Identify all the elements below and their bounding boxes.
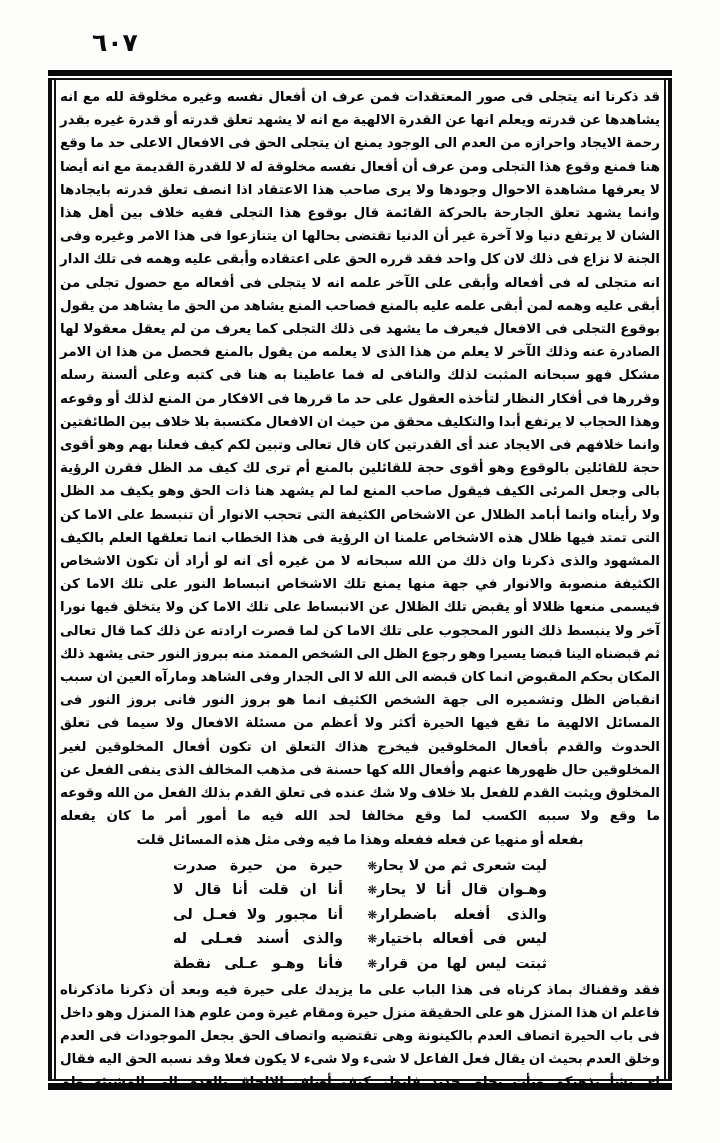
- verse-hemistich-first: فأنا وهـو عـلى نقطة: [173, 956, 343, 973]
- verse-hemistich-first: والذى أسند فعـلى له: [173, 931, 343, 948]
- verse-hemistich-second: وهـوان قال أنا لا يحار: [377, 882, 547, 899]
- verse-hemistich-first: حيرة من حيرة صدرت: [173, 857, 343, 874]
- verse-line: [60, 927, 660, 952]
- verse-hemistich-second: والذى أفعله باضطرار: [377, 906, 547, 923]
- verse-hemistich-first: أنا مجبور ولا فعـل لى: [173, 906, 343, 923]
- verse-hemistich-second: ثبتت ليس لها من قرار: [377, 956, 547, 973]
- verse-separator-star-icon: ❋: [367, 932, 377, 947]
- frame-rule-left-inner: [54, 80, 56, 1079]
- verse-line: [60, 878, 660, 903]
- text-column: [60, 86, 660, 1091]
- verse-hemistich-second: ليت شعرى ثم من لا يحار: [374, 857, 547, 874]
- verse-hemistich-first: أنا ان قلت أنا قال لا: [173, 882, 343, 899]
- frame-rule-top-thin: [52, 78, 668, 80]
- body-paragraph-after-verses: فقد وقفناك بماذ كرناه فى هذا الباب على ما يزيدك على حيرة فيه وبعد أن ذكرنا ماذكرناه فاعلم ان هذا المنزل هو على الحقيقة منزل حيرة ومقام غيرة ومن علوم هذا المنزل وهو داخل فى باب الحيرة اتصاف العدم بالكينونة وهى تقتضيه واتصاف الحق بجعل الموجودات فى العدم وخلق العدم بحيث ان يقال فعل الفاعل لا شىء ولا شىء لا يكون فعلا وقد نسبه الحق اليه فقال اى بشأ بذهبكم ويأت بخلق جديد فانظر كيف أضاف الالحاق بالعدم الى المشيئة ولم: [60, 982, 660, 1091]
- body-paragraph-primary: قد ذكرنا انه يتجلى فى صور المعتقدات فمن عرف ان أفعال نفسه وغيره مخلوقة لله مع انه يشاهدها عن قدرته ويعلم انها عن القدرة الالهية مع انه لا يشهد تعلق قدرته أو قدرة غيره بقدر رحمة الايجاد واحرازه من العدم الى الوجود يمنع ان يتجلى الحق فى الافعال الاعلى حد ما وقع هنا فمنع وقوع هذا التجلى ومن عرف أن أفعال نفسه مخلوقة له لا للقدرة القديمة مع انه أيضا لا يعرفها مشاهدة الاحوال وجودها ولا يرى صاحب هذا الاعتقاد اذا انصف تعلق قدرته بايجادها وانما يشهد تعلق الجارحة بالحركة القائمة قال بوقوع هذا التجلى ففيه خلاف بين أهل هذا الشان لا يرتفع دنيا ولا آخرة غير أن الدنيا تقتضى بحالها ان يتنازعوا فى هذا الامر وغيره وفى الجنة لا نزاع فى ذلك لان كل واحد فقد قرره الحق على اعتقاده وأبقى عليه وهمه فى تلك الدار انه متجلى له فى أفعاله وأبقى على الآخر علمه انه لا يتجلى فى أفعاله مع حصول تجلى من أبقى عليه وهمه لمن أبقى علمه عليه بالمنع فصاحب المنع يشاهد من الحق ما يشاهد من يقول بوقوع التجلى فى الافعال فيعرف ما يشهد فى ذلك التجلى كما يعرف من لم يعقل معقولا لها الصادرة عنه وذلك الآخر لا يعلم من هذا الذى لا يعلمه من يقول بالمنع فحصل من هذا ان الامر مشكل فهو سبحانه المثبت لذلك والنافى له فما عاطينا به هنا فى كتبه وعلى ألسنة رسله وقررها فى أفكار النظار لتأخذه العقول على حد ما قررها فى الافكار من المنع لذلك أو وقوعه وهذا الحجاب لا يرتفع أبدا والتكليف محقق من حيث ان الافعال مكتسبة بلا خلاف بين الطائفتين وانما خلافهم فى الايجاد عند أى القدرتين كان قال تعالى وتبين لكم كيف فعلنا بهم وهو أقوى حجة للقائلين بالوقوع وهو أقوى حجة للقائلين بالمنع أم ترى لك كيف مد الظل فقرن الرؤية بالى وجعل المرئى الكيف فيقول صاحب المنع لما لم يشهد هنا ذات الحق وهو يكيف مد الظل ولا رأيناه وانما أبامد الظلال عن الاشخاص الكثيفة التى تحجب الانوار أن تنبسط على الاما كن التى تمتد فيها ظلال هذه الاشخاص علمنا ان الرؤية فى هذا الخطاب انما تعلقها العلم بالكيف المشهود والذى ذكرنا وان ذلك من الله سبحانه لا من غيره أى انه لو أراد أن تكون الاشخاص الكثيفة منصوبة والانوار في جهة منها يمنع تلك الاشخاص انبساط النور على تلك الاما كن فيسمى منعها ظلالا أو يقبض تلك الظلال عن الانبساط على تلك الاما كن ولا يتخلق فيها نورا آخر ولا ينبسط ذلك النور المحجوب على تلك الاما كن لما قصرت ارادته عن ذلك كما قال تعالى ثم قبضناه الينا قبضا يسيرا وهو رجوع الظل الى الشخص الممتد منه ببروز النور حتى يشهد ذلك المكان بحكم المقبوض انما كان قبضه الى الله لا الى الجدار وفى الشاهد ومارآه العين ان سبب انقباض الظل وتشميره الى جهة الشخص الكثيف انما هو بروز النور فانى بروز النور فى المسائل الالهية ما تقع فيها الحيرة أكثر ولا أعظم من مسئلة الافعال ولا سيما فى تعلق الحدوث والقدم بأفعال المخلوقين فيخرج هذاك التعلق ان تكون أفعال المخلوقين لغير المخلوقين حال ظهورها عنهم وأفعال الله كها حسنة فى مذهب المخالف الذى ينفى الفعل عن المخلوق ويثبت القدم للفعل بلا خلاف ولا شك عنده فى تعلق القدم بذلك الفعل من الله وقوعه ما وقع ولا سببه الكسب لما وقع مخالفا لحد الله فيه ما أمور أمر ما كان يفعله: [60, 90, 660, 825]
- frame-rule-left: [48, 78, 52, 1081]
- frame-rule-right: [668, 78, 672, 1081]
- verse-line: [60, 854, 660, 879]
- verse-separator-star-icon: ❋: [367, 907, 377, 922]
- verse-hemistich-second: ليس فى أفعاله باختيار: [377, 931, 547, 948]
- verse-separator-star-icon: ❋: [367, 883, 377, 898]
- verse-line: [60, 903, 660, 928]
- frame-rule-top-thick: [48, 70, 672, 76]
- verse-separator-star-icon: ❋: [367, 957, 377, 972]
- verse-separator-star-icon: ❋: [367, 858, 377, 873]
- frame-rule-right-inner: [664, 80, 666, 1079]
- page-number: ٦٠٧: [92, 28, 138, 57]
- body-paragraph-tail-line: بفعله أو منهيا عن فعله ففعله وهذا ما فيه وفى مثل هذه المسائل قلت: [136, 832, 584, 848]
- verse-block: [60, 854, 660, 977]
- text-frame-border: [48, 70, 672, 1090]
- verse-line: [60, 952, 660, 977]
